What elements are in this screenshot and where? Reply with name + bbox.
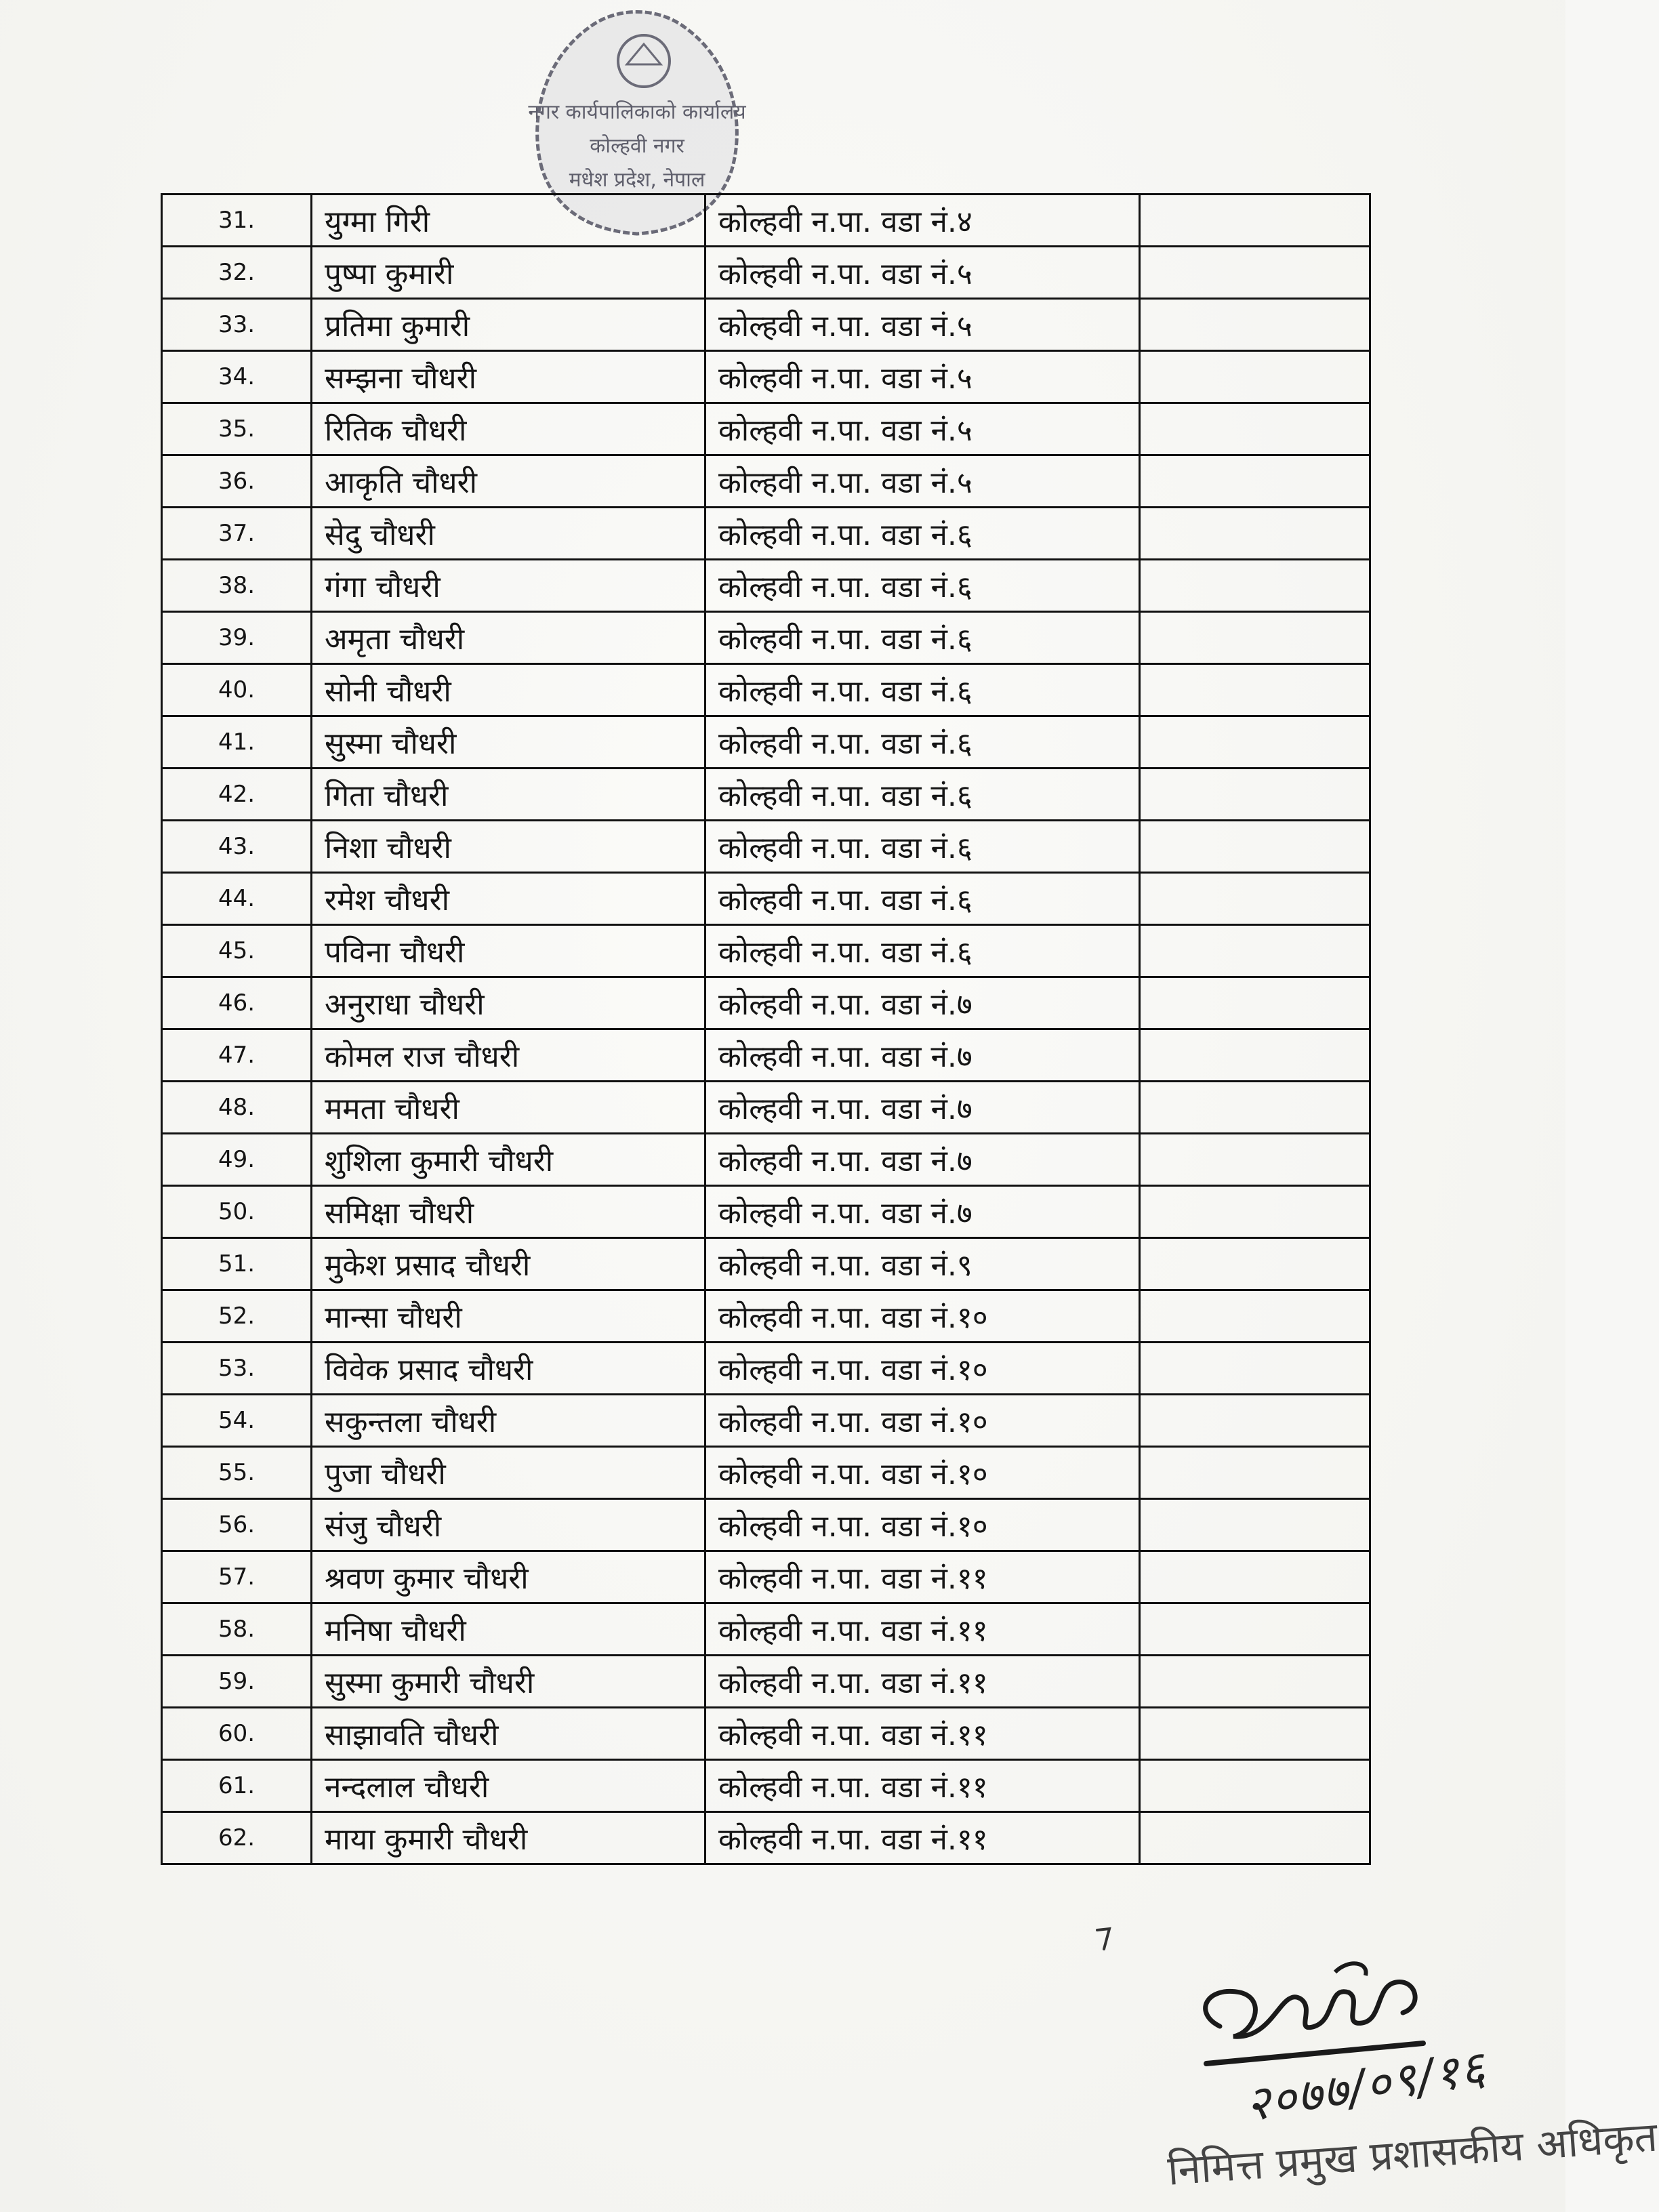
cell-serial-number: 32. bbox=[162, 247, 312, 299]
cell-serial-number: 47. bbox=[162, 1029, 312, 1082]
table-row bbox=[162, 1082, 1370, 1134]
table-row bbox=[162, 1343, 1370, 1395]
cell-name: सम्झना चौधरी bbox=[312, 351, 705, 403]
cell-name: आकृति चौधरी bbox=[312, 455, 705, 508]
table-row bbox=[162, 977, 1370, 1029]
cell-name: मनिषा चौधरी bbox=[312, 1603, 705, 1656]
cell-remarks bbox=[1140, 1708, 1370, 1760]
cell-remarks bbox=[1140, 403, 1370, 455]
cell-address: कोल्हवी न.पा. वडा नं.१० bbox=[705, 1290, 1140, 1343]
cell-address: कोल्हवी न.पा. वडा नं.११ bbox=[705, 1656, 1140, 1708]
table-row bbox=[162, 1029, 1370, 1082]
cell-remarks bbox=[1140, 1290, 1370, 1343]
cell-name: गिता चौधरी bbox=[312, 769, 705, 821]
cell-remarks bbox=[1140, 1603, 1370, 1656]
cell-remarks bbox=[1140, 1551, 1370, 1603]
cell-name: ममता चौधरी bbox=[312, 1082, 705, 1134]
table-row bbox=[162, 1551, 1370, 1603]
cell-serial-number: 39. bbox=[162, 612, 312, 664]
cell-serial-number: 49. bbox=[162, 1134, 312, 1186]
cell-serial-number: 38. bbox=[162, 560, 312, 612]
cell-serial-number: 40. bbox=[162, 664, 312, 716]
cell-serial-number: 53. bbox=[162, 1343, 312, 1395]
cell-remarks bbox=[1140, 247, 1370, 299]
cell-remarks bbox=[1140, 455, 1370, 508]
cell-address: कोल्हवी न.पा. वडा नं.७ bbox=[705, 1082, 1140, 1134]
cell-name: पुजा चौधरी bbox=[312, 1447, 705, 1499]
cell-name: कोमल राज चौधरी bbox=[312, 1029, 705, 1082]
cell-remarks bbox=[1140, 977, 1370, 1029]
cell-remarks bbox=[1140, 1656, 1370, 1708]
cell-serial-number: 56. bbox=[162, 1499, 312, 1551]
cell-serial-number: 51. bbox=[162, 1238, 312, 1290]
cell-remarks bbox=[1140, 1395, 1370, 1447]
cell-address: कोल्हवी न.पा. वडा नं.५ bbox=[705, 247, 1140, 299]
cell-remarks bbox=[1140, 351, 1370, 403]
cell-remarks bbox=[1140, 508, 1370, 560]
cell-remarks bbox=[1140, 194, 1370, 247]
cell-serial-number: 55. bbox=[162, 1447, 312, 1499]
table-row bbox=[162, 612, 1370, 664]
cell-address: कोल्हवी न.पा. वडा नं.७ bbox=[705, 977, 1140, 1029]
cell-remarks bbox=[1140, 560, 1370, 612]
table-row bbox=[162, 821, 1370, 873]
cell-name: विवेक प्रसाद चौधरी bbox=[312, 1343, 705, 1395]
cell-address: कोल्हवी न.पा. वडा नं.९ bbox=[705, 1238, 1140, 1290]
cell-address: कोल्हवी न.पा. वडा नं.४ bbox=[705, 194, 1140, 247]
cell-address: कोल्हवी न.पा. वडा नं.५ bbox=[705, 351, 1140, 403]
cell-serial-number: 60. bbox=[162, 1708, 312, 1760]
cell-name: अमृता चौधरी bbox=[312, 612, 705, 664]
cell-address: कोल्हवी न.पा. वडा नं.६ bbox=[705, 873, 1140, 925]
cell-serial-number: 54. bbox=[162, 1395, 312, 1447]
cell-serial-number: 41. bbox=[162, 716, 312, 769]
cell-serial-number: 33. bbox=[162, 299, 312, 351]
seal-line-2: कोल्हवी नगर bbox=[590, 134, 684, 158]
cell-name: रमेश चौधरी bbox=[312, 873, 705, 925]
cell-address: कोल्हवी न.पा. वडा नं.१० bbox=[705, 1343, 1140, 1395]
cell-remarks bbox=[1140, 612, 1370, 664]
cell-address: कोल्हवी न.पा. वडा नं.११ bbox=[705, 1708, 1140, 1760]
officer-title: निमित्त प्रमुख प्रशासकीय अधिकृत bbox=[1166, 2113, 1659, 2195]
cell-address: कोल्हवी न.पा. वडा नं.११ bbox=[705, 1603, 1140, 1656]
cell-address: कोल्हवी न.पा. वडा नं.७ bbox=[705, 1134, 1140, 1186]
cell-name: श्रवण कुमार चौधरी bbox=[312, 1551, 705, 1603]
cell-remarks bbox=[1140, 873, 1370, 925]
cell-name: सोनी चौधरी bbox=[312, 664, 705, 716]
cell-serial-number: 48. bbox=[162, 1082, 312, 1134]
table-row bbox=[162, 716, 1370, 769]
cell-address: कोल्हवी न.पा. वडा नं.६ bbox=[705, 664, 1140, 716]
cell-name: सेदु चौधरी bbox=[312, 508, 705, 560]
cell-address: कोल्हवी न.पा. वडा नं.११ bbox=[705, 1551, 1140, 1603]
table-row bbox=[162, 1603, 1370, 1656]
cell-serial-number: 58. bbox=[162, 1603, 312, 1656]
cell-serial-number: 42. bbox=[162, 769, 312, 821]
table-row bbox=[162, 351, 1370, 403]
cell-address: कोल्हवी न.पा. वडा नं.१० bbox=[705, 1447, 1140, 1499]
cell-name: शुशिला कुमारी चौधरी bbox=[312, 1134, 705, 1186]
cell-remarks bbox=[1140, 821, 1370, 873]
cell-name: संजु चौधरी bbox=[312, 1499, 705, 1551]
cell-serial-number: 45. bbox=[162, 925, 312, 977]
cell-name: गंगा चौधरी bbox=[312, 560, 705, 612]
seal-line-3: मधेश प्रदेश, नेपाल bbox=[569, 168, 705, 192]
cell-address: कोल्हवी न.पा. वडा नं.६ bbox=[705, 925, 1140, 977]
cell-remarks bbox=[1140, 716, 1370, 769]
cell-name: मान्सा चौधरी bbox=[312, 1290, 705, 1343]
table-row bbox=[162, 299, 1370, 351]
cell-name: साझावति चौधरी bbox=[312, 1708, 705, 1760]
cell-name: युग्मा गिरी bbox=[312, 194, 705, 247]
table-row bbox=[162, 455, 1370, 508]
cell-address: कोल्हवी न.पा. वडा नं.६ bbox=[705, 821, 1140, 873]
cell-serial-number: 36. bbox=[162, 455, 312, 508]
cell-address: कोल्हवी न.पा. वडा नं.६ bbox=[705, 769, 1140, 821]
cell-serial-number: 46. bbox=[162, 977, 312, 1029]
cell-remarks bbox=[1140, 1499, 1370, 1551]
cell-remarks bbox=[1140, 1760, 1370, 1812]
table-row bbox=[162, 1812, 1370, 1864]
cell-remarks bbox=[1140, 1029, 1370, 1082]
cell-name: माया कुमारी चौधरी bbox=[312, 1812, 705, 1864]
table-row bbox=[162, 1290, 1370, 1343]
table-body bbox=[162, 194, 1370, 1864]
table-row bbox=[162, 1134, 1370, 1186]
cell-remarks bbox=[1140, 664, 1370, 716]
cell-address: कोल्हवी न.पा. वडा नं.५ bbox=[705, 403, 1140, 455]
seal-line-1: नगर कार्यपालिकाको कार्यालय bbox=[528, 100, 746, 124]
table-row bbox=[162, 1499, 1370, 1551]
cell-serial-number: 50. bbox=[162, 1186, 312, 1238]
table-row bbox=[162, 1708, 1370, 1760]
table-row bbox=[162, 1760, 1370, 1812]
cell-name: अनुराधा चौधरी bbox=[312, 977, 705, 1029]
cell-address: कोल्हवी न.पा. वडा नं.११ bbox=[705, 1760, 1140, 1812]
cell-address: कोल्हवी न.पा. वडा नं.७ bbox=[705, 1186, 1140, 1238]
cell-address: कोल्हवी न.पा. वडा नं.६ bbox=[705, 560, 1140, 612]
cell-serial-number: 34. bbox=[162, 351, 312, 403]
cell-serial-number: 59. bbox=[162, 1656, 312, 1708]
cell-address: कोल्हवी न.पा. वडा नं.५ bbox=[705, 299, 1140, 351]
cell-address: कोल्हवी न.पा. वडा नं.५ bbox=[705, 455, 1140, 508]
cell-name: समिक्षा चौधरी bbox=[312, 1186, 705, 1238]
cell-remarks bbox=[1140, 1134, 1370, 1186]
table-row bbox=[162, 247, 1370, 299]
cell-serial-number: 37. bbox=[162, 508, 312, 560]
cell-address: कोल्हवी न.पा. वडा नं.६ bbox=[705, 716, 1140, 769]
table-row bbox=[162, 873, 1370, 925]
tick-mark-icon bbox=[1094, 1925, 1115, 1952]
cell-serial-number: 62. bbox=[162, 1812, 312, 1864]
cell-remarks bbox=[1140, 1343, 1370, 1395]
table-row bbox=[162, 194, 1370, 247]
cell-address: कोल्हवी न.पा. वडा नं.११ bbox=[705, 1812, 1140, 1864]
cell-address: कोल्हवी न.पा. वडा नं.६ bbox=[705, 612, 1140, 664]
signature-date-text: २०७७/०९/१६ bbox=[1241, 2039, 1490, 2133]
cell-serial-number: 35. bbox=[162, 403, 312, 455]
table-row bbox=[162, 403, 1370, 455]
cell-name: सकुन्तला चौधरी bbox=[312, 1395, 705, 1447]
cell-remarks bbox=[1140, 1812, 1370, 1864]
cell-name: प्रतिमा कुमारी bbox=[312, 299, 705, 351]
table-row bbox=[162, 925, 1370, 977]
cell-name: सुस्मा कुमारी चौधरी bbox=[312, 1656, 705, 1708]
cell-address: कोल्हवी न.पा. वडा नं.७ bbox=[705, 1029, 1140, 1082]
cell-address: कोल्हवी न.पा. वडा नं.१० bbox=[705, 1395, 1140, 1447]
cell-name: सुस्मा चौधरी bbox=[312, 716, 705, 769]
cell-address: कोल्हवी न.पा. वडा नं.१० bbox=[705, 1499, 1140, 1551]
cell-serial-number: 52. bbox=[162, 1290, 312, 1343]
table-row bbox=[162, 1186, 1370, 1238]
cell-remarks bbox=[1140, 1082, 1370, 1134]
cell-serial-number: 61. bbox=[162, 1760, 312, 1812]
beneficiary-table bbox=[161, 193, 1371, 1865]
table-row bbox=[162, 1656, 1370, 1708]
cell-serial-number: 44. bbox=[162, 873, 312, 925]
table-row bbox=[162, 1447, 1370, 1499]
cell-name: पविना चौधरी bbox=[312, 925, 705, 977]
cell-serial-number: 57. bbox=[162, 1551, 312, 1603]
cell-serial-number: 43. bbox=[162, 821, 312, 873]
cell-name: निशा चौधरी bbox=[312, 821, 705, 873]
table-row bbox=[162, 1238, 1370, 1290]
table-row bbox=[162, 664, 1370, 716]
table-row bbox=[162, 560, 1370, 612]
table-row bbox=[162, 508, 1370, 560]
cell-remarks bbox=[1140, 1447, 1370, 1499]
cell-name: रितिक चौधरी bbox=[312, 403, 705, 455]
cell-name: पुष्पा कुमारी bbox=[312, 247, 705, 299]
cell-serial-number: 31. bbox=[162, 194, 312, 247]
cell-address: कोल्हवी न.पा. वडा नं.६ bbox=[705, 508, 1140, 560]
cell-name: मुकेश प्रसाद चौधरी bbox=[312, 1238, 705, 1290]
table-row bbox=[162, 1395, 1370, 1447]
cell-remarks bbox=[1140, 769, 1370, 821]
cell-remarks bbox=[1140, 1186, 1370, 1238]
cell-name: नन्दलाल चौधरी bbox=[312, 1760, 705, 1812]
table-row bbox=[162, 769, 1370, 821]
cell-remarks bbox=[1140, 925, 1370, 977]
cell-remarks bbox=[1140, 1238, 1370, 1290]
cell-remarks bbox=[1140, 299, 1370, 351]
